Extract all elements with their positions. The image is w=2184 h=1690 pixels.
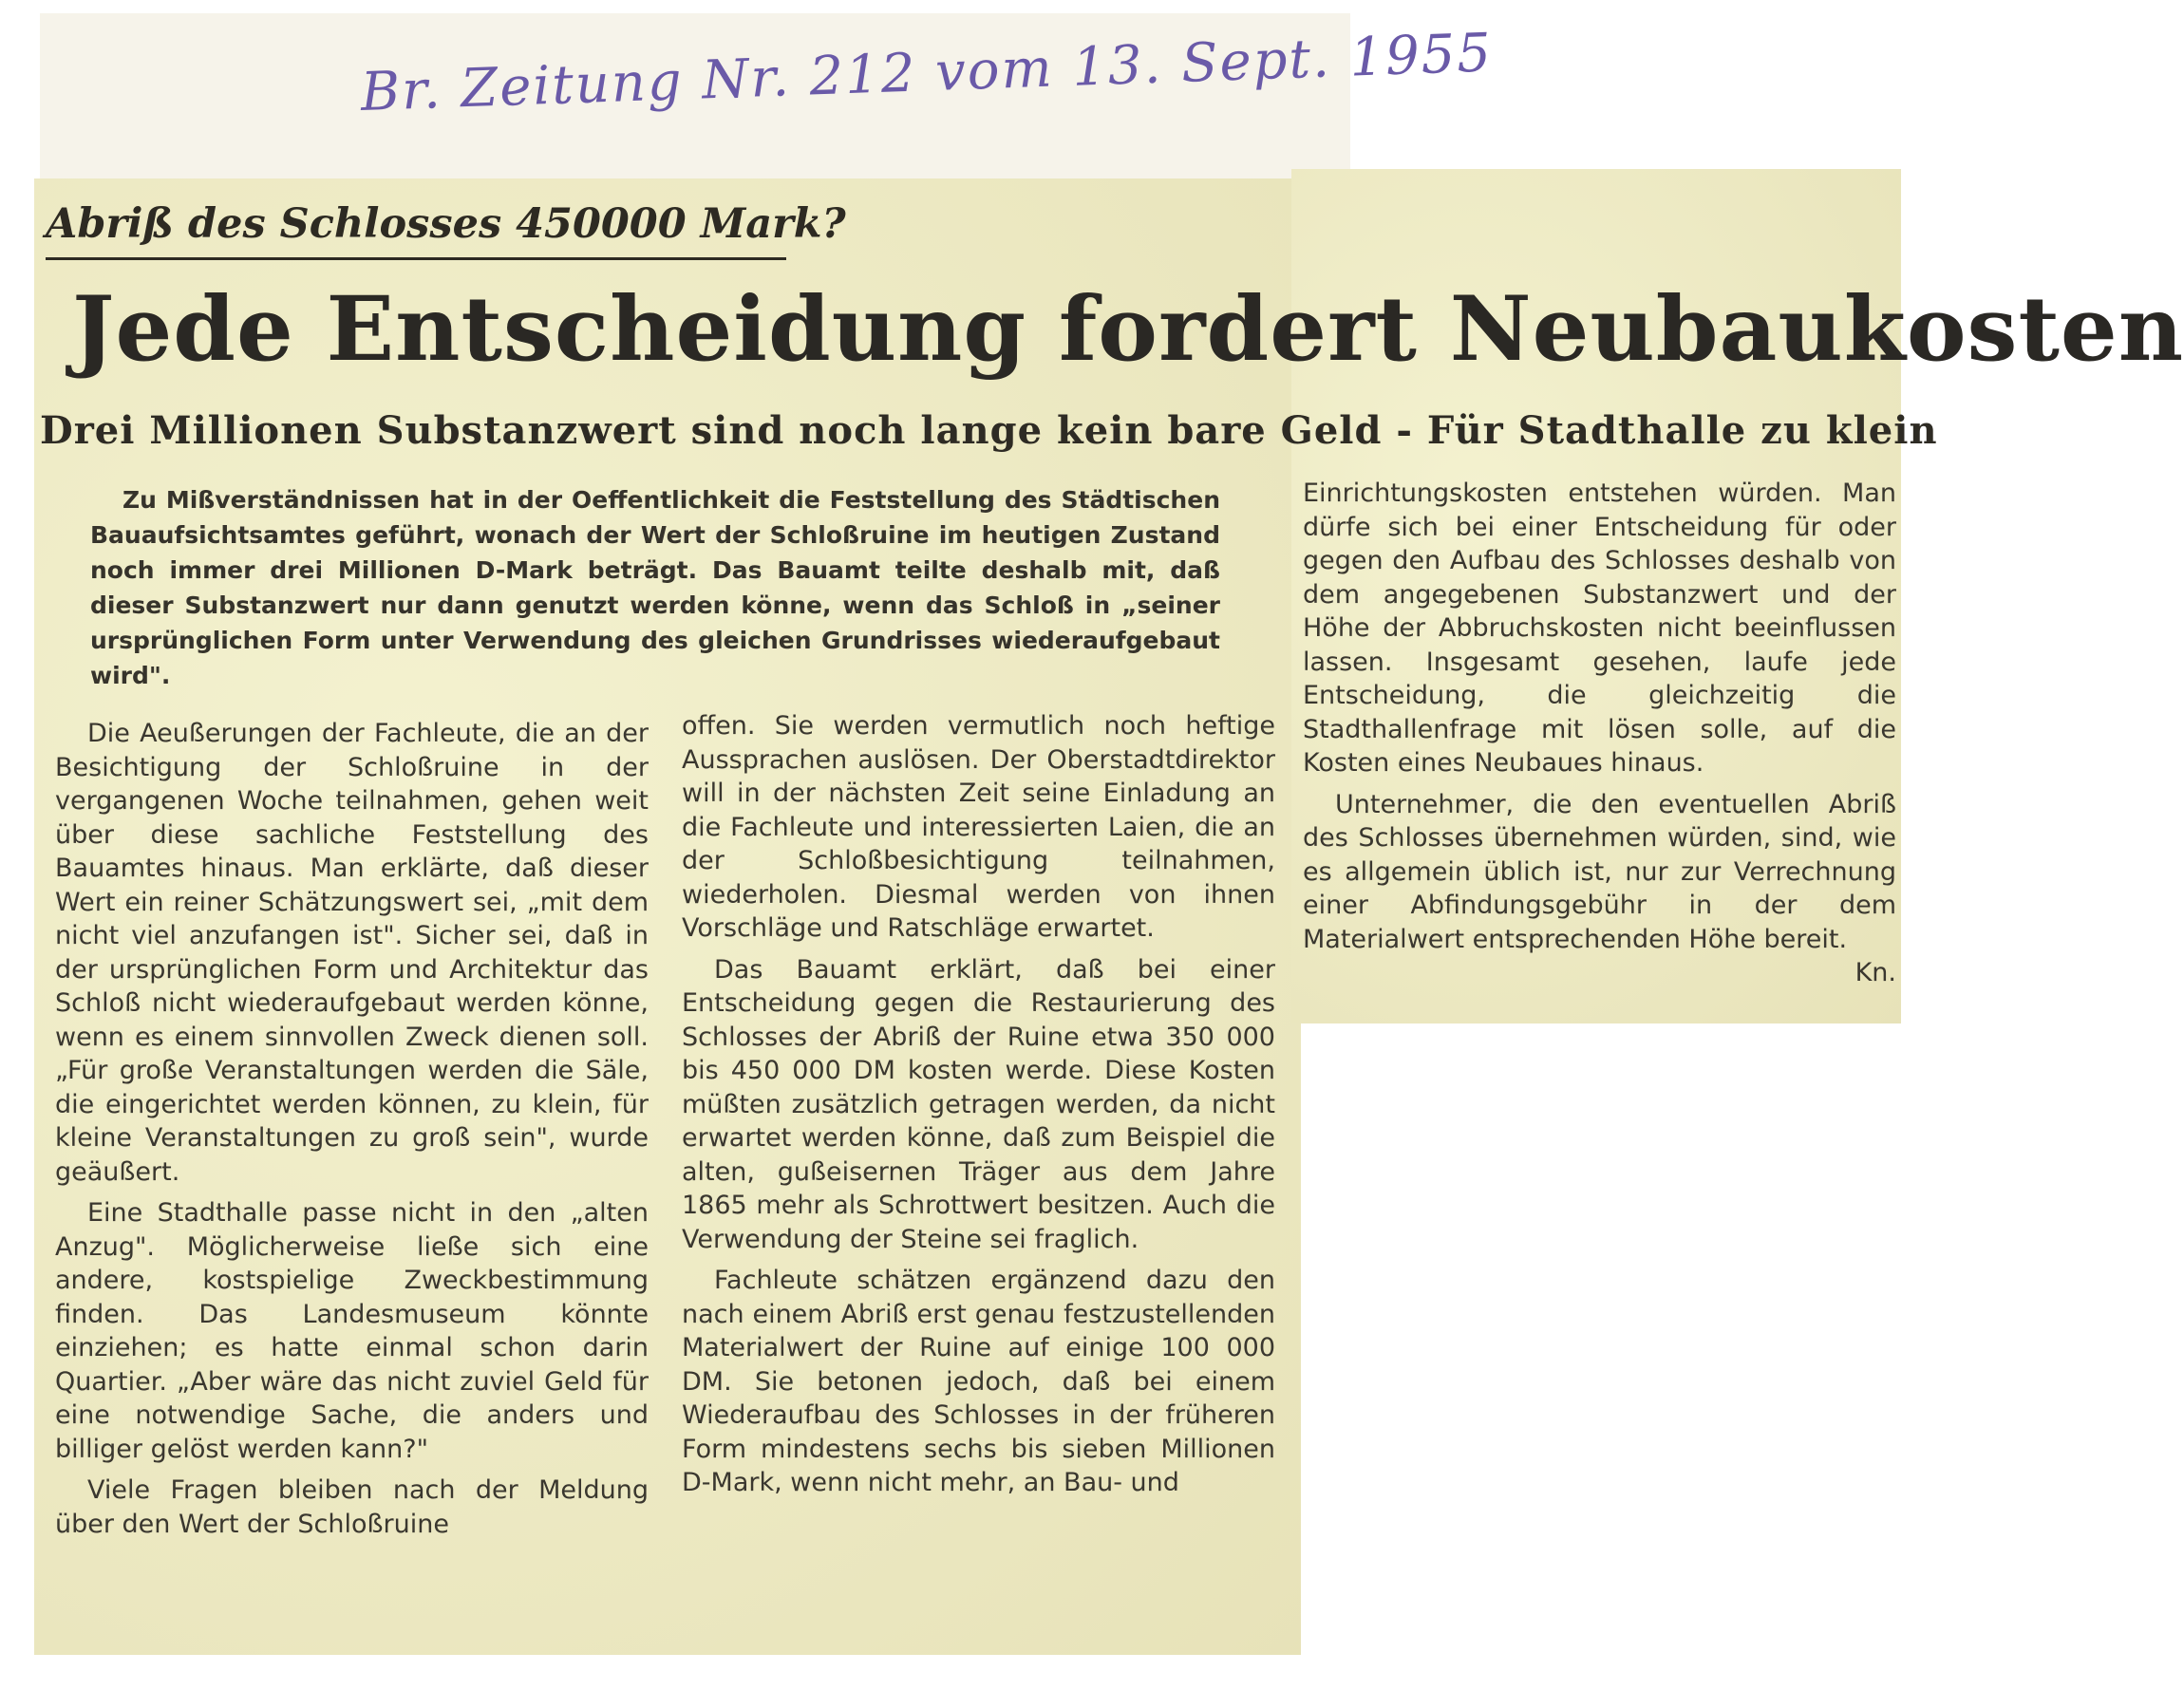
- column-1-paragraph-1: Die Aeußerungen der Fachleute, die an der Besichtigung der Schloßruine in der vergangenen Woche teilnahmen, gehen weit über diese sachliche Feststellung des Bauamtes hinaus. Man erklärte, daß dieser Wert ein reiner Schätzungswert sei, „mit dem nicht viel anzufangen ist". Sicher sei, daß in der ursprünglichen Form und Architektur das Schloß nicht wiederaufgebaut werden könne, wenn es einem sinnvollen Zweck dienen soll. „Für große Veranstaltungen werden die Säle, die eingerichtet werden können, zu klein, für kleine Veranstaltungen zu groß sein", wurde geäußert.: [55, 719, 649, 1187]
- article-column-1: [55, 717, 649, 1657]
- lead-paragraph: Zu Mißverständnissen hat in der Oeffentlichkeit die Feststellung des Städtischen Bauaufsichtsamtes geführt, wonach der Wert der Schloßruine im heutigen Zustand noch immer drei Millionen D-Mark beträgt. Das Bauamt teilte deshalb mit, daß dieser Substanzwert nur dann genutzt werden könne, wenn das Schloß in „seiner ursprünglichen Form unter Verwendung des gleichen Grundrisses wiederaufgebaut wird".: [90, 486, 1220, 689]
- column-2-paragraph-2: Das Bauamt erklärt, daß bei einer Entscheidung gegen die Restaurierung des Schlosses der Abriß der Ruine etwa 350 000 bis 450 000 DM kosten werde. Diese Kosten müßten zusätzlich getragen werden, da nicht erwartet werden könne, daß zum Beispiel die alten, gußeisernen Träger aus dem Jahre 1865 mehr als Schrottwert besitzen. Auch die Verwendung der Steine sei fraglich.: [682, 954, 1275, 1254]
- column-2-paragraph-3: Fachleute schätzen ergänzend dazu den nach einem Abriß erst genau festzustellenden Materialwert der Ruine auf einige 100 000 DM. Sie betonen jedoch, daß bei einem Wiederaufbau des Schlosses in der früheren Form mindestens sechs bis sieben Millionen D-Mark, wenn nicht mehr, an Bau- und: [682, 1266, 1275, 1497]
- column-1-paragraph-2: Eine Stadthalle passe nicht in den „alten Anzug". Möglicherweise ließe sich eine andere, kostspielige Zweckbestimmung finden. Das Landesmuseum könnte einziehen; es hatte einmal schon darin Quartier. „Aber wäre das nicht zuviel Geld für eine notwendige Sache, die anders und billiger gelöst werden kann?": [55, 1198, 649, 1464]
- author-signature: Kn.: [1855, 958, 1896, 987]
- article-column-2: [682, 709, 1275, 1649]
- subheadline: Drei Millionen Substanzwert sind noch lange kein bare Geld - Für Stadthalle zu klein: [40, 408, 1938, 453]
- article-column-3: [1303, 477, 1896, 1008]
- column-3-paragraph-2-text: Unternehmer, die den eventuellen Abriß des Schlosses übernehmen würden, sind, wie es allgemein üblich ist, nur zur Verrechnung einer Abfindungsgebühr in der dem Materialwert entsprechenden Höhe bereit.: [1303, 789, 1896, 954]
- column-1-paragraph-3: Viele Fragen bleiben nach der Meldung über den Wert der Schloßruine: [55, 1475, 649, 1539]
- column-2-paragraph-1: offen. Sie werden vermutlich noch heftige Aussprachen auslösen. Der Oberstadtdirektor will in der nächsten Zeit seine Einladung an die Fachleute und interessierten Laien, die an der Schloßbesichtigung teilnahmen, wiederholen. Diesmal werden von ihnen Vorschläge und Ratschläge erwartet.: [682, 711, 1275, 943]
- kicker-line: Abriß des Schlosses 450000 Mark?: [46, 195, 786, 260]
- headline: Jede Entscheidung fordert Neubaukosten: [72, 277, 2184, 382]
- column-3-paragraph-1: Einrichtungskosten entstehen würden. Man dürfe sich bei einer Entscheidung für oder gegen den Aufbau des Schlosses deshalb von dem angegebenen Substanzwert und der Höhe der Abbruchskosten nicht beeinflussen lassen. Insgesamt gesehen, laufe jede Entscheidung, die gleichzeitig die Stadthallenfrage mit lösen solle, auf die Kosten eines Neubaues hinaus.: [1303, 479, 1896, 778]
- handwritten-note: Br. Zeitung Nr. 212 vom 13. Sept. 1955: [359, 22, 1494, 123]
- column-3-paragraph-2: [1303, 788, 1896, 987]
